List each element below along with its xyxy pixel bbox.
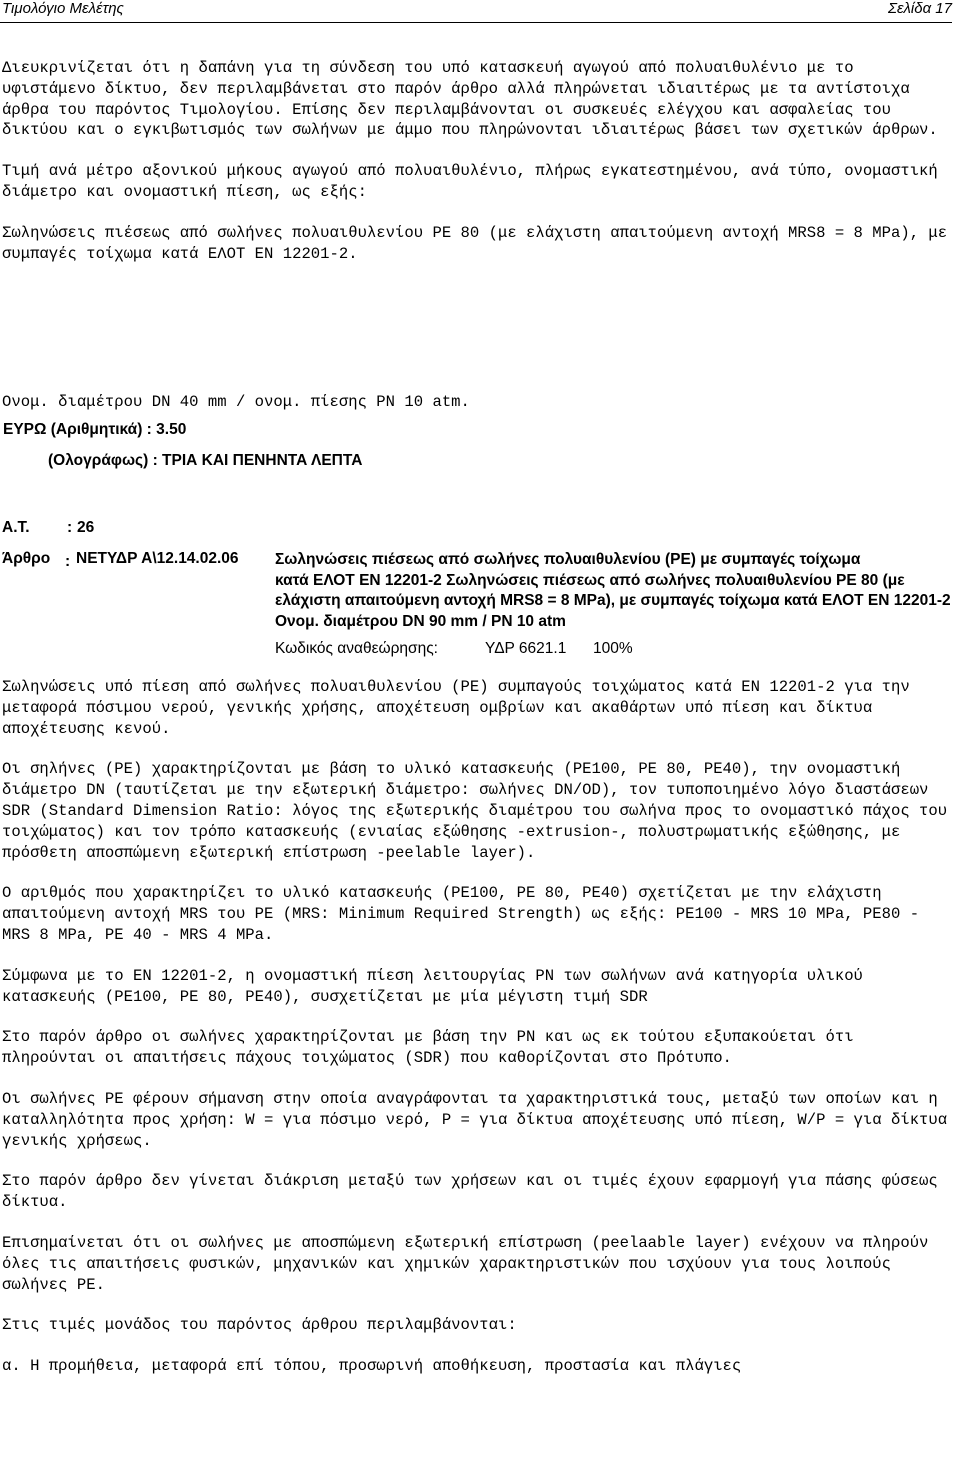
article-description-line-1: Σωληνώσεις πιέσεως από σωλήνες πολυαιθυλενίου (PE) με συμπαγές τοίχωμα [275, 551, 861, 568]
article-body [2, 677, 950, 1377]
body-paragraph: Ο αριθμός που χαρακτηρίζει το υλικό κατασκευής (PE100, PE 80, PE40) σχετίζεται με την ελάχιστη απαιτούμενη αντοχή MRS του PE (MRS: Minimum Required Strength) ως εξής: PE100 - MRS 10 MPa, PE80 - MRS 8 MPa, PE 40 - MRS 4 MPa. [2, 884, 920, 944]
body-paragraph: Επισημαίνεται ότι οι σωλήνες με αποσπώμενη εξωτερική επίστρωση (peelaable layer) ενέχουν να πληρούν όλες τις απαιτήσεις φυσικών, μηχανικών και χημικών χαρακτηριστικών που ισχύουν για τους λοιπούς σωλήνες PE. [2, 1233, 929, 1294]
at-separator: : [67, 519, 73, 536]
document-title: Τιμολόγιο Μελέτης [2, 0, 124, 17]
body-paragraph: Στις τιμές μονάδος του παρόντος άρθρου περιλαμβάνονται: [2, 1316, 517, 1335]
intro-section [2, 58, 950, 264]
body-paragraph: Στο παρόν άρθρο οι σωλήνες χαρακτηρίζονται με βάση την PN και ως εκ τούτου εξυπακούεται ότι πληρούνται οι απαιτήσεις πάχους τοιχώματος (SDR) που καθορίζονται στο Πρότυπο. [2, 1028, 854, 1068]
intro-paragraph-2: Τιμή ανά μέτρο αξονικού μήκους αγωγού από πολυαιθυλένιο, πλήρως εγκατεστημένου, ανά τύπο, ονομαστική διάμετρο και ονομαστική πίεση, ως εξής: [2, 162, 938, 201]
revision-code: ΥΔΡ 6621.1 [485, 640, 567, 657]
body-paragraph: Οι σηλήνες (PE) χαρακτηρίζονται με βάση το υλικό κατασκευής (PE100, PE 80, PE40), την ονομαστική διάμετρο DN (ταυτίζεται με την εξωτερική διάμετρο: σωλήνες DN/OD), τον τυποποιημένο λόγο διαστάσεων SDR (Standard Dimension Ratio: λόγος της εξωτερικής διαμέτρου του σωλήνα προς το ονομαστικό πάχος του τοιχώματος) και τον τρόπο κατασκευής (ενιαίας εξώθησης -extrusion-, πολυστρωματικής εξώθησης, με πρόσθετη αποσπώμενη εξωτερική επίστρωση -peelable layer). [2, 760, 948, 862]
revision-percent: 100% [593, 640, 633, 657]
intro-paragraph-3: Σωληνώσεις πιέσεως από σωλήνες πολυαιθυλενίου PE 80 (με ελάχιστη απαιτούμενη αντοχή MRS8 = 8 MPa), με συμπαγές τοίχωμα κατά ΕΛΟΤ ΕΝ 12201-2. [2, 223, 948, 263]
revision-label: Κωδικός αναθεώρησης: [275, 640, 438, 657]
revision-code-row [275, 640, 633, 658]
at-value: 26 [77, 519, 95, 536]
article-code: ΝΕΤΥΔΡ Α\12.14.02.06 [76, 550, 239, 567]
article-separator: : [65, 553, 71, 570]
article-description-rest: κατά ΕΛΟΤ ΕΝ 12201-2 Σωληνώσεις πιέσεως από σωλήνες πολυαιθυλενίου PE 80 (με ελάχιστη απαιτούμενη αντοχή MRS8 = 8 MPa), με συμπαγές τοίχωμα κατά ΕΛΟΤ ΕΝ 12201-2 Ονομ. διαμέτρου DN 90 mm / PN 10 atm [275, 571, 951, 630]
article-row [2, 550, 239, 570]
body-paragraph: α. Η προμήθεια, μεταφορά επί τόπου, προσωρινή αποθήκευση, προστασία και πλάγιες [2, 1357, 742, 1376]
price-item-description: Ονομ. διαμέτρου DN 40 mm / ονομ. πίεσης PN 10 atm. [2, 393, 470, 411]
body-paragraph: Σύμφωνα με το ΕΝ 12201-2, η ονομαστική πίεση λειτουργίας PN των σωλήνων ανά κατηγορία υλικού κατασκευής (PE100, PE 80, PE40), συσχετίζεται με μία μέγιστη τιμή SDR [2, 966, 863, 1006]
body-paragraph: Σωληνώσεις υπό πίεση από σωλήνες πολυαιθυλενίου (PE) συμπαγούς τοιχώματος κατά ΕΝ 12201-2 για την μεταφορά πόσιμου νερού, γενικής χρήσης, αποχέτευση ομβρίων και ακαθάρτων υπό πίεση και δίκτυα αποχέτευσης κενού. [2, 678, 910, 738]
at-label: Α.Τ. [2, 519, 30, 536]
price-numeric: ΕΥΡΩ (Αριθμητικά) : 3.50 [3, 421, 187, 438]
page-header [0, 0, 952, 20]
at-row [2, 519, 95, 537]
article-label: Άρθρο [2, 550, 51, 567]
price-in-words: (Ολογράφως) : ΤΡΙΑ ΚΑΙ ΠΕΝΗΝΤΑ ΛΕΠΤΑ [48, 452, 363, 469]
article-description [275, 550, 951, 632]
body-paragraph: Οι σωλήνες PE φέρουν σήμανση στην οποία αναγράφονται τα χαρακτηριστικά τους, μεταξύ των οποίων και η καταλληλότητα προς χρήση: W = για πόσιμο νερό, P = για δίκτυα αποχέτευσης υπό πίεση, W/P = για δίκτυα γενικής χρήσεως. [2, 1089, 948, 1150]
intro-paragraph-1: Διευκρινίζεται ότι η δαπάνη για τη σύνδεση του υπό κατασκευή αγωγού από πολυαιθυλένιο με το υφιστάμενο δίκτυο, δεν περιλαμβάνεται στο παρόν άρθρο αλλά πληρώνεται ιδιαιτέρως με τα αντίστοιχα άρθρα του παρόντος Τιμολογίου. Επίσης δεν περιλαμβάνονται οι συσκευές ελέγχου και ασφαλείας του δικτύου και ο εγκιβωτισμός των σωλήνων με άμμο που πληρώνονται ιδιαιτέρως βάσει των σχετικών άρθρων. [2, 59, 938, 140]
header-divider [0, 22, 952, 23]
page-number: Σελίδα 17 [887, 0, 952, 17]
body-paragraph: Στο παρόν άρθρο δεν γίνεται διάκριση μεταξύ των χρήσεων και οι τιμές έχουν εφαρμογή για πάσης φύσεως δίκτυα. [2, 1172, 938, 1212]
